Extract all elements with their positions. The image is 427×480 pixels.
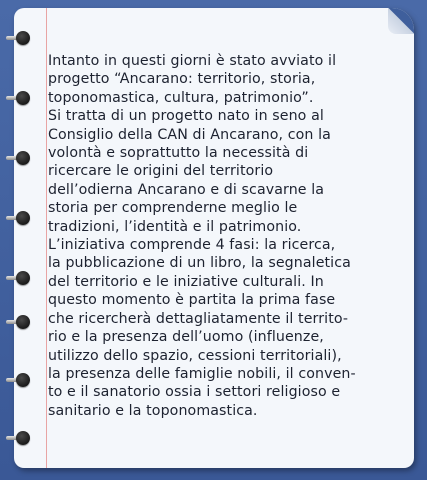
text-line: la pubblicazione di un libro, la segnaletica: [48, 255, 351, 272]
text-line: dell’odierna Ancarano e di scavarne la: [48, 181, 325, 198]
text-line: toponomastica, cultura, patrimonio”.: [48, 89, 314, 106]
spiral-ring-icon: [6, 28, 46, 48]
spiral-binding: [6, 0, 46, 480]
text-line: L’iniziativa comprende 4 fasi: la ricerca,: [48, 237, 336, 254]
spiral-ring-icon: [6, 88, 46, 108]
text-line: sanitario e la toponomastica.: [48, 402, 258, 419]
text-line: del territorio e le iniziative culturali. In: [48, 273, 324, 290]
text-line: tradizioni, l’identità e il patrimonio.: [48, 218, 302, 235]
text-line: utilizzo dello spazio, cessioni territoriali),: [48, 347, 342, 364]
spiral-ring-icon: [6, 312, 46, 332]
text-line: la presenza delle famiglie nobili, il conven-: [48, 365, 356, 382]
text-line: Si tratta di un progetto nato in seno al: [48, 108, 324, 125]
spiral-ring-icon: [6, 428, 46, 448]
note-body-text: [48, 52, 398, 420]
spiral-ring-icon: [6, 208, 46, 228]
text-line: che ricercherà dettagliatamente il territo-: [48, 310, 349, 327]
text-line: progetto “Ancarano: territorio, storia,: [48, 71, 316, 88]
text-line: questo momento è partita la prima fase: [48, 292, 336, 309]
spiral-ring-icon: [6, 370, 46, 390]
margin-line: [46, 8, 47, 468]
spiral-ring-icon: [6, 268, 46, 288]
text-line: storia per comprenderne meglio le: [48, 200, 298, 217]
spiral-ring-icon: [6, 148, 46, 168]
text-line: Consiglio della CAN di Ancarano, con la: [48, 126, 331, 143]
text-line: to e il sanatorio ossia i settori religioso e: [48, 384, 341, 401]
text-line: rio e la presenza dell’uomo (influenze,: [48, 329, 324, 346]
text-line: Intanto in questi giorni è stato avviato il: [48, 53, 337, 69]
text-line: volontà e soprattutto la necessità di: [48, 145, 309, 162]
text-line: ricercare le origini del territorio: [48, 163, 274, 180]
